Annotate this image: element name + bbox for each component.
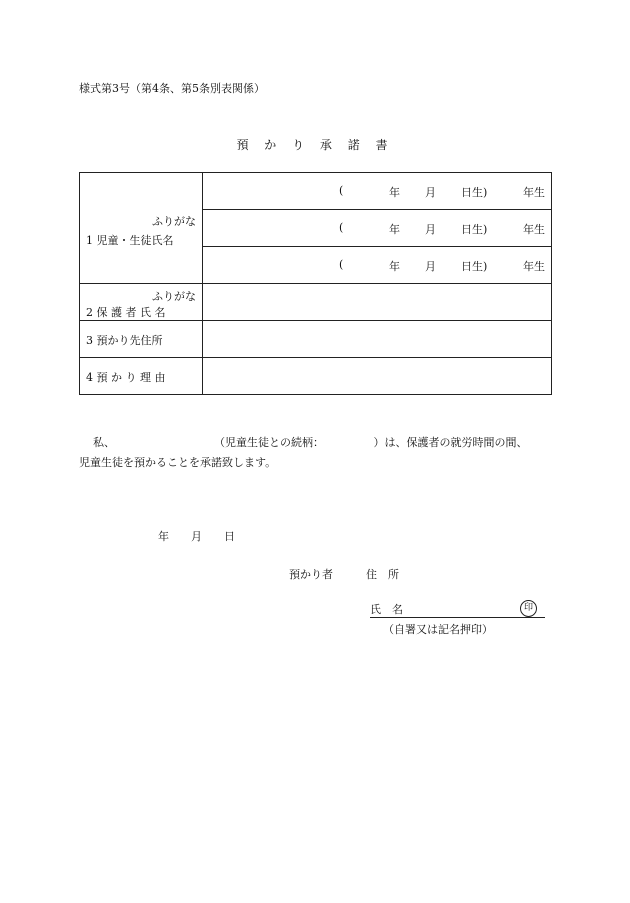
name-label: 氏 名 [370,603,403,616]
furigana-label: ふりがな [152,215,196,228]
guardian-label-cell [80,284,203,321]
date-line: 年 月 日 [158,530,235,543]
grade-label: 年生 [523,260,545,273]
guardian-name-label: 2 保 護 者 氏 名 [86,306,166,319]
table-row-address [80,321,552,358]
birth-day: 日生) [461,186,488,199]
consent-table [79,172,552,395]
grade-label: 年生 [523,186,545,199]
guardian-name-field[interactable] [203,284,552,321]
birth-day: 日生) [461,223,488,236]
reason-label-cell [80,358,203,395]
birth-open-paren: ( [339,258,344,271]
birth-open-paren: ( [339,184,344,197]
child-entry-1[interactable] [203,173,552,210]
birth-month: 月 [425,186,436,199]
address-label: 3 預かり先住所 [86,334,163,347]
birth-year: 年 [389,186,400,199]
grade-label: 年生 [523,223,545,236]
form-number: 様式第3号（第4条、第5条別表関係） [79,82,265,95]
birth-year: 年 [389,260,400,273]
furigana-label: ふりがな [152,290,196,303]
table-row-guardian [80,284,552,321]
birth-year: 年 [389,223,400,236]
signature-note: （自署又は記名押印） [383,623,493,636]
reason-label: 4 預 か り 理 由 [86,371,166,384]
birth-month: 月 [425,223,436,236]
reason-field[interactable] [203,358,552,395]
birth-month: 月 [425,260,436,273]
table-row-child [80,173,552,210]
seal-icon: 印 [520,600,537,617]
address-label-cell [80,321,203,358]
child-name-label: 1 児童・生徒氏名 [86,234,174,247]
consent-text-line-1: 私、 （児童生徒との続柄： ）は、保護者の就労時間の間、 [93,436,528,449]
child-entry-2[interactable] [203,210,552,247]
address-field[interactable] [203,321,552,358]
consent-text-line-2: 児童生徒を預かることを承諾致します。 [79,456,277,469]
child-name-label-cell [80,173,203,284]
document-title: 預 か り 承 諾 書 [236,138,394,152]
child-entry-3[interactable] [203,247,552,284]
keeper-address-label: 預かり者 住 所 [289,568,399,581]
birth-open-paren: ( [339,221,344,234]
birth-day: 日生) [461,260,488,273]
table-row-reason [80,358,552,395]
signature-line[interactable] [370,601,545,618]
